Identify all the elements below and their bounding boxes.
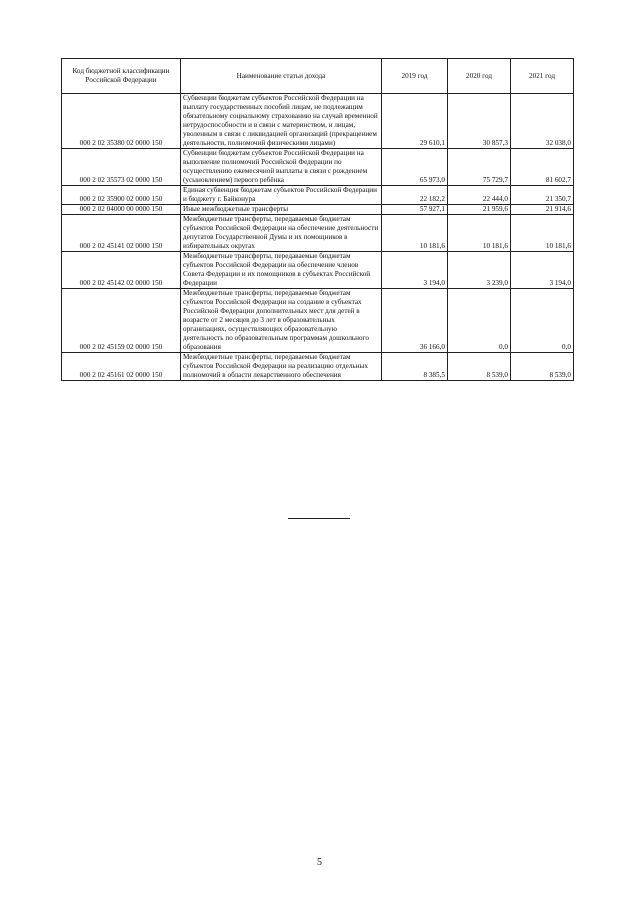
row-value-2019: 65 973,0	[382, 149, 448, 186]
header-2019: 2019 год	[382, 59, 448, 94]
row-value-2020: 8 539,0	[448, 353, 511, 381]
row-code: 000 2 02 35900 02 0000 150	[62, 186, 181, 205]
row-value-2020: 0,0	[448, 289, 511, 353]
row-value-2021: 81 602,7	[511, 149, 574, 186]
row-code: 000 2 02 45142 02 0000 150	[62, 252, 181, 289]
row-value-2021: 21 350,7	[511, 186, 574, 205]
row-value-2019: 22 182,2	[382, 186, 448, 205]
row-value-2019: 10 181,6	[382, 215, 448, 252]
separator-line	[288, 518, 350, 519]
table-row	[62, 353, 574, 381]
row-value-2020: 21 959,6	[448, 205, 511, 215]
row-value-2019: 3 194,0	[382, 252, 448, 289]
row-value-2019: 36 166,0	[382, 289, 448, 353]
row-value-2021: 21 914,6	[511, 205, 574, 215]
table-row	[62, 186, 574, 205]
header-name: Наименование статьи дохода	[181, 59, 382, 94]
row-value-2019: 57 927,1	[382, 205, 448, 215]
row-code: 000 2 02 35573 02 0000 150	[62, 149, 181, 186]
revenue-table	[61, 58, 574, 381]
row-code: 000 2 02 35380 02 0000 150	[62, 94, 181, 149]
row-code: 000 2 02 45159 02 0000 150	[62, 289, 181, 353]
row-code: 000 2 02 04000 00 0000 150	[62, 205, 181, 215]
table-row	[62, 205, 574, 215]
row-name: Субвенции бюджетам субъектов Российской Федерации на выплату государственных пособий лицам, не подлежащим обязательному социальному страхованию на случай временной нетрудоспособности и в связи с материнством, и лицам, уволенным в связи с ликвидацией организаций (прекращением деятельности, полномочий физическими лицами)	[181, 94, 382, 149]
row-value-2021: 3 194,0	[511, 252, 574, 289]
row-name: Иные межбюджетные трансферты	[181, 205, 382, 215]
table-row	[62, 149, 574, 186]
row-value-2021: 0,0	[511, 289, 574, 353]
row-value-2020: 30 857,3	[448, 94, 511, 149]
row-value-2020: 10 181,6	[448, 215, 511, 252]
row-name: Субвенции бюджетам субъектов Российской Федерации на выполнение полномочий Российской Федерации по осуществлению ежемесячной выплаты в связи с рождением (усыновлением) первого ребёнка	[181, 149, 382, 186]
table-row	[62, 215, 574, 252]
row-name: Межбюджетные трансферты, передаваемые бюджетам субъектов Российской Федерации на создание в субъектах Российской Федерации дополнительных мест для детей в возрасте от 2 месяцев до 3 лет в образовательных организациях, осуществляющих образовательную деятельность по образовательным программам дошкольного образования	[181, 289, 382, 353]
table-row	[62, 94, 574, 149]
row-value-2020: 75 729,7	[448, 149, 511, 186]
row-value-2020: 3 239,0	[448, 252, 511, 289]
row-value-2021: 8 539,0	[511, 353, 574, 381]
row-value-2021: 10 181,6	[511, 215, 574, 252]
table-row	[62, 289, 574, 353]
row-name: Межбюджетные трансферты, передаваемые бюджетам субъектов Российской Федерации на обеспечение деятельности депутатов Государственной Думы и их помощников в избирательных округах	[181, 215, 382, 252]
row-name: Единая субвенция бюджетам субъектов Российской Федерации и бюджету г. Байконура	[181, 186, 382, 205]
row-code: 000 2 02 45141 02 0000 150	[62, 215, 181, 252]
table-header-row	[62, 59, 574, 94]
table-row	[62, 252, 574, 289]
header-code: Код бюджетной классификации Российской Федерации	[62, 59, 181, 94]
row-code: 000 2 02 45161 02 0000 150	[62, 353, 181, 381]
row-value-2019: 29 610,1	[382, 94, 448, 149]
row-name: Межбюджетные трансферты, передаваемые бюджетам субъектов Российской Федерации на обеспечение членов Совета Федерации и их помощников в субъектах Российской Федерации	[181, 252, 382, 289]
header-2021: 2021 год	[511, 59, 574, 94]
row-value-2020: 22 444,0	[448, 186, 511, 205]
header-2020: 2020 год	[448, 59, 511, 94]
row-value-2021: 32 038,0	[511, 94, 574, 149]
page-number: 5	[317, 857, 322, 868]
row-value-2019: 8 385,5	[382, 353, 448, 381]
row-name: Межбюджетные трансферты, передаваемые бюджетам субъектов Российской Федерации на реализацию отдельных полномочий в области лекарственного обеспечения	[181, 353, 382, 381]
